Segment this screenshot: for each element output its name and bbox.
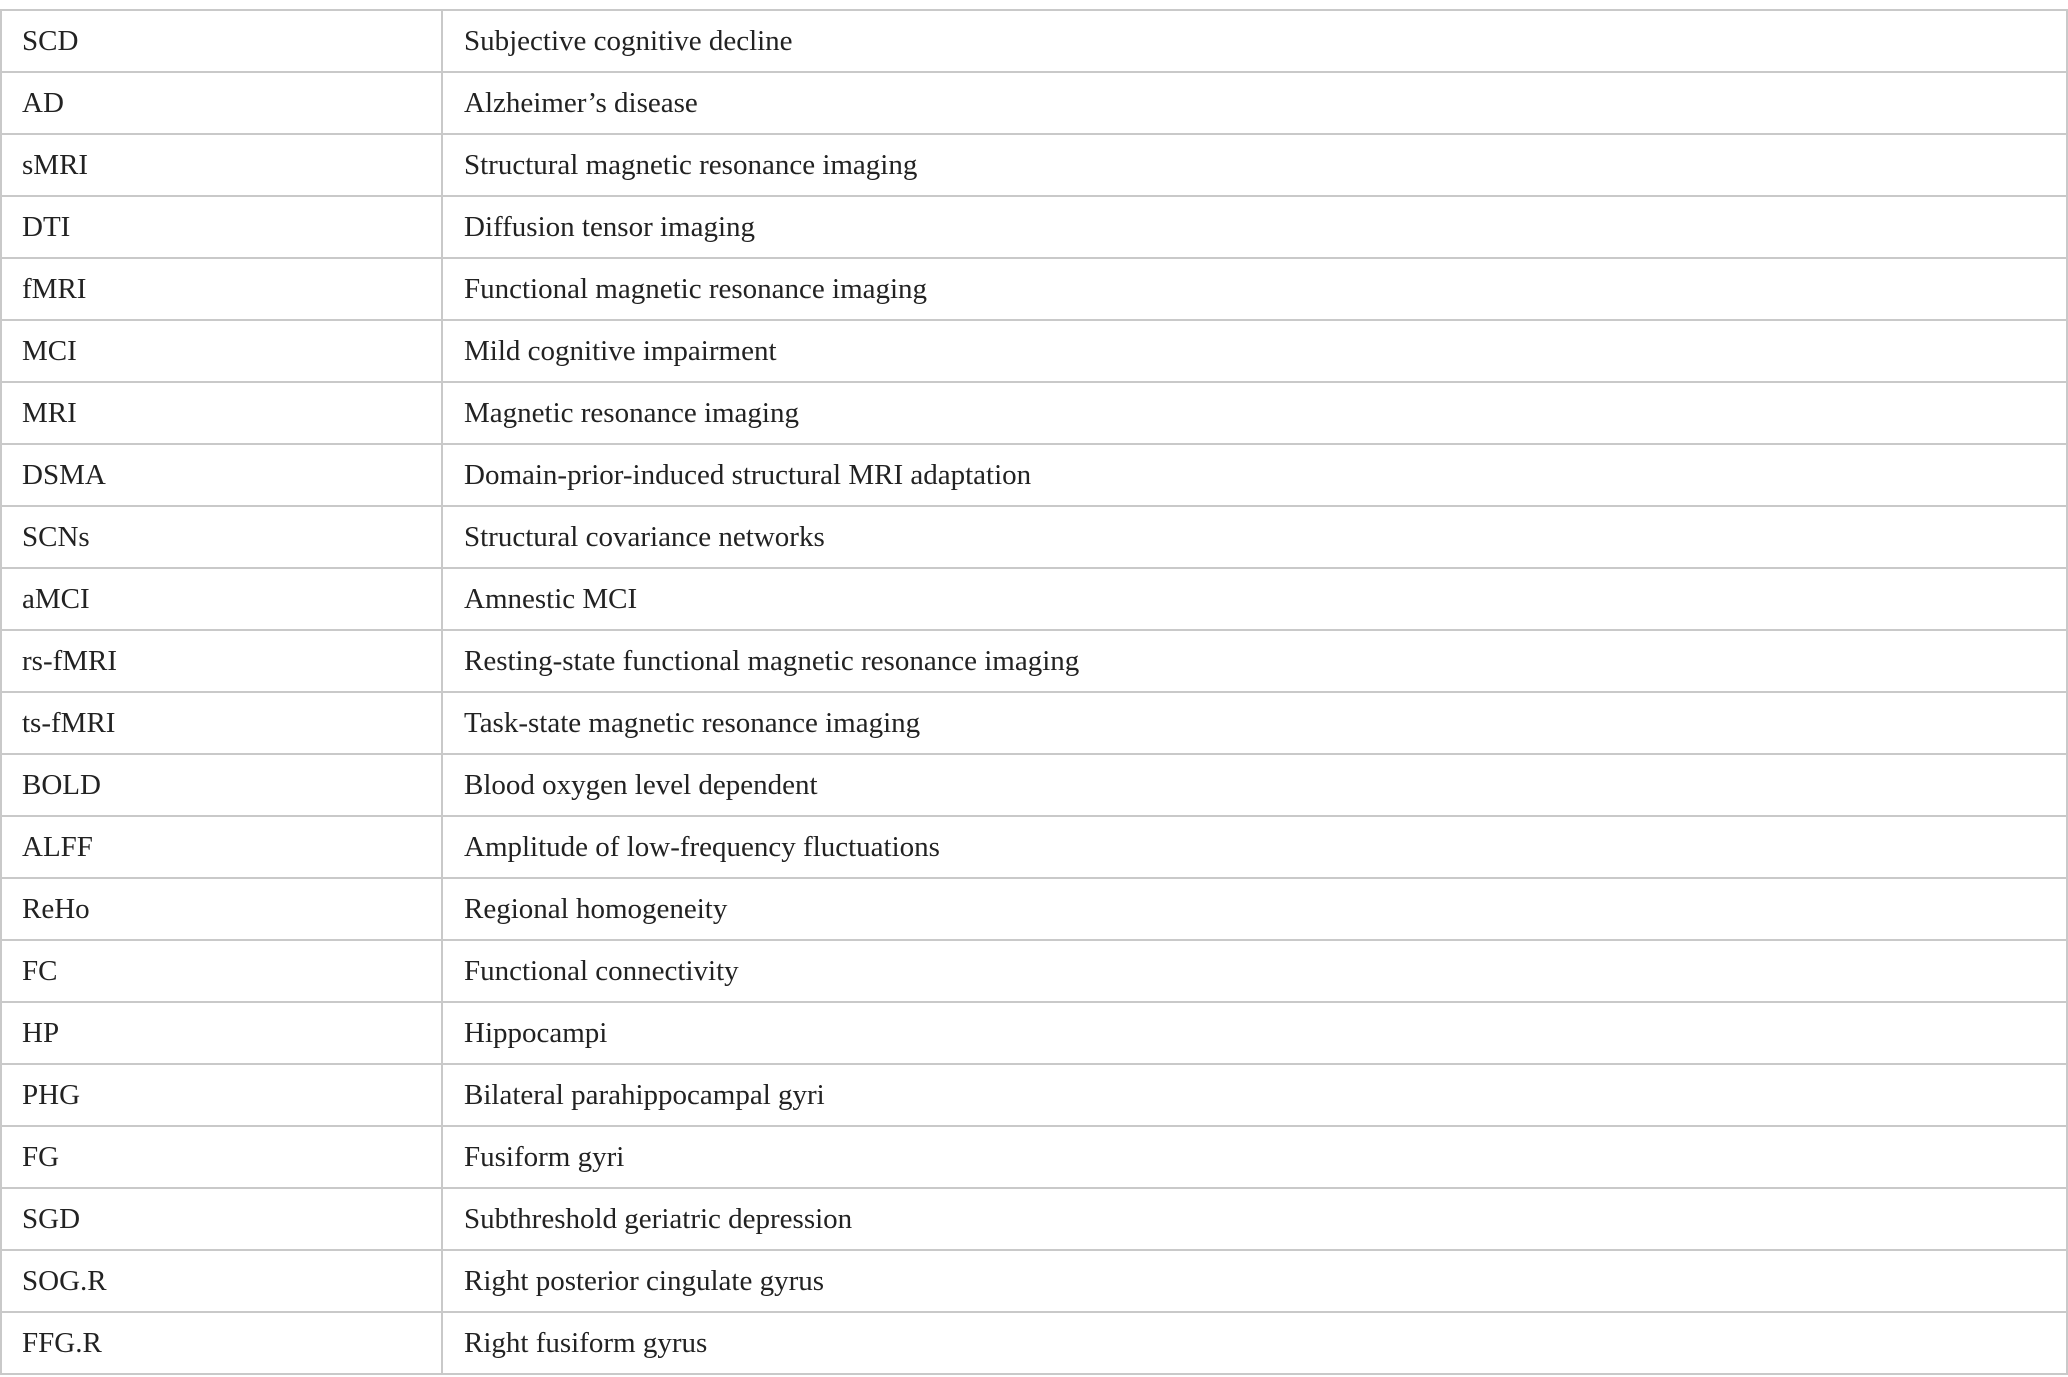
table-row bbox=[1, 1126, 2067, 1188]
abbreviation-cell: BOLD bbox=[1, 754, 442, 816]
definition-cell: Domain-prior-induced structural MRI adaptation bbox=[442, 444, 2067, 506]
abbreviation-cell: ts-fMRI bbox=[1, 692, 442, 754]
abbreviation-cell: MCI bbox=[1, 320, 442, 382]
abbreviation-cell: DTI bbox=[1, 196, 442, 258]
definition-cell: Structural covariance networks bbox=[442, 506, 2067, 568]
abbreviation-cell: ReHo bbox=[1, 878, 442, 940]
table-row bbox=[1, 134, 2067, 196]
abbreviation-cell: MRI bbox=[1, 382, 442, 444]
definition-cell: Right fusiform gyrus bbox=[442, 1312, 2067, 1374]
definition-cell: Fusiform gyri bbox=[442, 1126, 2067, 1188]
table-row bbox=[1, 1188, 2067, 1250]
abbreviation-cell: SOG.R bbox=[1, 1250, 442, 1312]
definition-cell: Subjective cognitive decline bbox=[442, 10, 2067, 72]
definition-cell: Blood oxygen level dependent bbox=[442, 754, 2067, 816]
table-row bbox=[1, 72, 2067, 134]
definition-cell: Bilateral parahippocampal gyri bbox=[442, 1064, 2067, 1126]
abbreviations-table bbox=[0, 9, 2068, 1375]
table-row bbox=[1, 1312, 2067, 1374]
abbreviation-cell: HP bbox=[1, 1002, 442, 1064]
definition-cell: Functional magnetic resonance imaging bbox=[442, 258, 2067, 320]
definition-cell: Subthreshold geriatric depression bbox=[442, 1188, 2067, 1250]
abbreviation-cell: FG bbox=[1, 1126, 442, 1188]
definition-cell: Amnestic MCI bbox=[442, 568, 2067, 630]
abbreviations-table-body bbox=[1, 10, 2067, 1374]
definition-cell: Diffusion tensor imaging bbox=[442, 196, 2067, 258]
abbreviation-cell: FC bbox=[1, 940, 442, 1002]
table-row bbox=[1, 878, 2067, 940]
table-row bbox=[1, 1002, 2067, 1064]
abbreviation-cell: SGD bbox=[1, 1188, 442, 1250]
abbreviation-cell: ALFF bbox=[1, 816, 442, 878]
definition-cell: Right posterior cingulate gyrus bbox=[442, 1250, 2067, 1312]
abbreviation-cell: DSMA bbox=[1, 444, 442, 506]
table-row bbox=[1, 444, 2067, 506]
table-row bbox=[1, 258, 2067, 320]
abbreviation-cell: SCNs bbox=[1, 506, 442, 568]
abbreviation-cell: PHG bbox=[1, 1064, 442, 1126]
definition-cell: Magnetic resonance imaging bbox=[442, 382, 2067, 444]
abbreviation-cell: SCD bbox=[1, 10, 442, 72]
table-row bbox=[1, 382, 2067, 444]
table-row bbox=[1, 692, 2067, 754]
definition-cell: Amplitude of low-frequency fluctuations bbox=[442, 816, 2067, 878]
table-row bbox=[1, 940, 2067, 1002]
table-row bbox=[1, 630, 2067, 692]
table-row bbox=[1, 196, 2067, 258]
table-row bbox=[1, 506, 2067, 568]
table-row bbox=[1, 816, 2067, 878]
definition-cell: Mild cognitive impairment bbox=[442, 320, 2067, 382]
table-row bbox=[1, 1064, 2067, 1126]
definition-cell: Structural magnetic resonance imaging bbox=[442, 134, 2067, 196]
definition-cell: Resting-state functional magnetic resonance imaging bbox=[442, 630, 2067, 692]
table-row bbox=[1, 320, 2067, 382]
abbreviation-cell: sMRI bbox=[1, 134, 442, 196]
table-row bbox=[1, 10, 2067, 72]
abbreviation-cell: AD bbox=[1, 72, 442, 134]
abbreviation-cell: FFG.R bbox=[1, 1312, 442, 1374]
abbreviation-cell: rs-fMRI bbox=[1, 630, 442, 692]
table-row bbox=[1, 568, 2067, 630]
table-row bbox=[1, 754, 2067, 816]
definition-cell: Alzheimer’s disease bbox=[442, 72, 2067, 134]
table-row bbox=[1, 1250, 2067, 1312]
abbreviation-cell: fMRI bbox=[1, 258, 442, 320]
definition-cell: Regional homogeneity bbox=[442, 878, 2067, 940]
definition-cell: Functional connectivity bbox=[442, 940, 2067, 1002]
abbreviation-cell: aMCI bbox=[1, 568, 442, 630]
definition-cell: Hippocampi bbox=[442, 1002, 2067, 1064]
definition-cell: Task-state magnetic resonance imaging bbox=[442, 692, 2067, 754]
